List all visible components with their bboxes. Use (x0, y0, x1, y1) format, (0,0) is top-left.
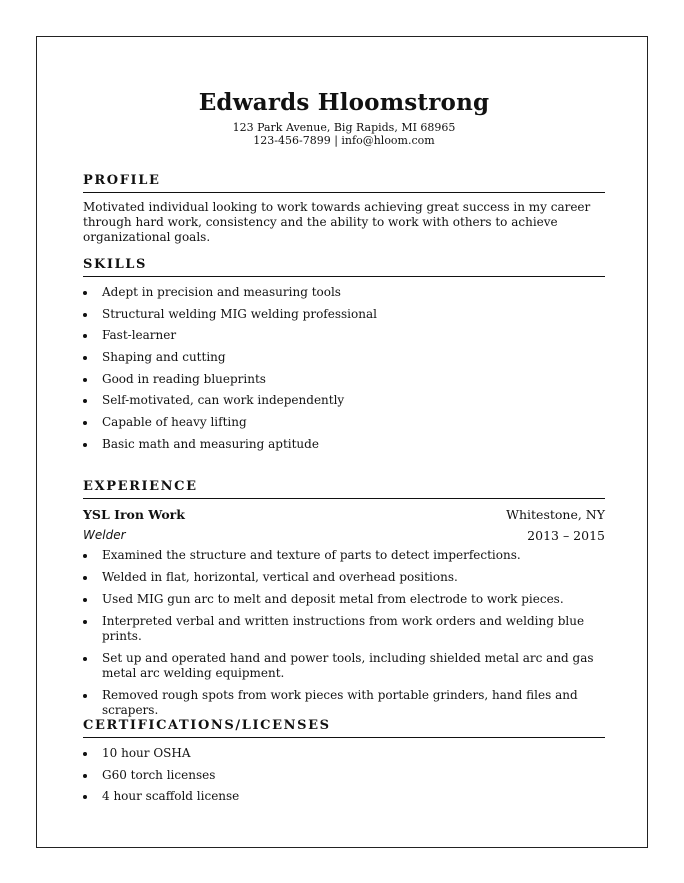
bullet-icon (83, 291, 87, 295)
phone-email: 123-456-7899 | info@hloom.com (253, 134, 435, 147)
section-profile-title: PROFILE (83, 173, 605, 193)
section-certifications-title: CERTIFICATIONS/LICENSES (83, 718, 605, 738)
section-skills-title: SKILLS (83, 257, 605, 277)
bullet-icon (83, 752, 87, 756)
list-item: Interpreted verbal and written instructions from work orders and welding blue prints. (83, 614, 605, 644)
list-item: G60 torch licenses (83, 768, 605, 783)
bullet-icon (83, 598, 87, 602)
bullet-icon (83, 774, 87, 778)
applicant-name: Edwards Hloomstrong (198, 89, 490, 116)
bullet-icon (83, 378, 87, 382)
list-item: Structural welding MIG welding professional (83, 307, 605, 322)
bullet-icon (83, 694, 87, 698)
list-item: Fast-learner (83, 328, 605, 343)
job-dates: 2013 – 2015 (527, 528, 605, 543)
job-header-row (83, 507, 605, 523)
bullet-icon (83, 334, 87, 338)
bullet-icon (83, 620, 87, 624)
skills-list (83, 285, 605, 452)
list-item: Adept in precision and measuring tools (83, 285, 605, 300)
list-item: 4 hour scaffold license (83, 789, 605, 804)
bullet-icon (83, 795, 87, 799)
section-experience-title: EXPERIENCE (83, 479, 605, 499)
bullet-icon (83, 443, 87, 447)
address: 123 Park Avenue, Big Rapids, MI 68965 (232, 121, 456, 134)
job-location: Whitestone, NY (506, 507, 605, 522)
list-item: Removed rough spots from work pieces with portable grinders, hand files and scrapers. (83, 688, 605, 718)
list-item: Capable of heavy lifting (83, 415, 605, 430)
bullet-icon (83, 554, 87, 558)
job-role-row (83, 528, 605, 544)
bullet-icon (83, 421, 87, 425)
list-item: Basic math and measuring aptitude (83, 437, 605, 452)
resume-page (36, 36, 648, 848)
list-item: Self-motivated, can work independently (83, 393, 605, 408)
profile-text: Motivated individual looking to work towards achieving great success in my career through hard work, consistency and the ability to work with others to achieve organizational goals. (83, 200, 591, 244)
bullet-icon (83, 657, 87, 661)
bullet-icon (83, 576, 87, 580)
certifications-list (83, 746, 605, 804)
experience-list (83, 548, 605, 718)
list-item: Used MIG gun arc to melt and deposit metal from electrode to work pieces. (83, 592, 605, 607)
list-item: Examined the structure and texture of parts to detect imperfections. (83, 548, 605, 563)
list-item: 10 hour OSHA (83, 746, 605, 761)
list-item: Good in reading blueprints (83, 372, 605, 387)
list-item: Set up and operated hand and power tools, including shielded metal arc and gas metal arc welding equipment. (83, 651, 605, 681)
company-name: YSL Iron Work (83, 507, 185, 522)
list-item: Shaping and cutting (83, 350, 605, 365)
job-title: Welder (83, 528, 126, 542)
bullet-icon (83, 313, 87, 317)
list-item: Welded in flat, horizontal, vertical and overhead positions. (83, 570, 605, 585)
bullet-icon (83, 356, 87, 360)
bullet-icon (83, 399, 87, 403)
